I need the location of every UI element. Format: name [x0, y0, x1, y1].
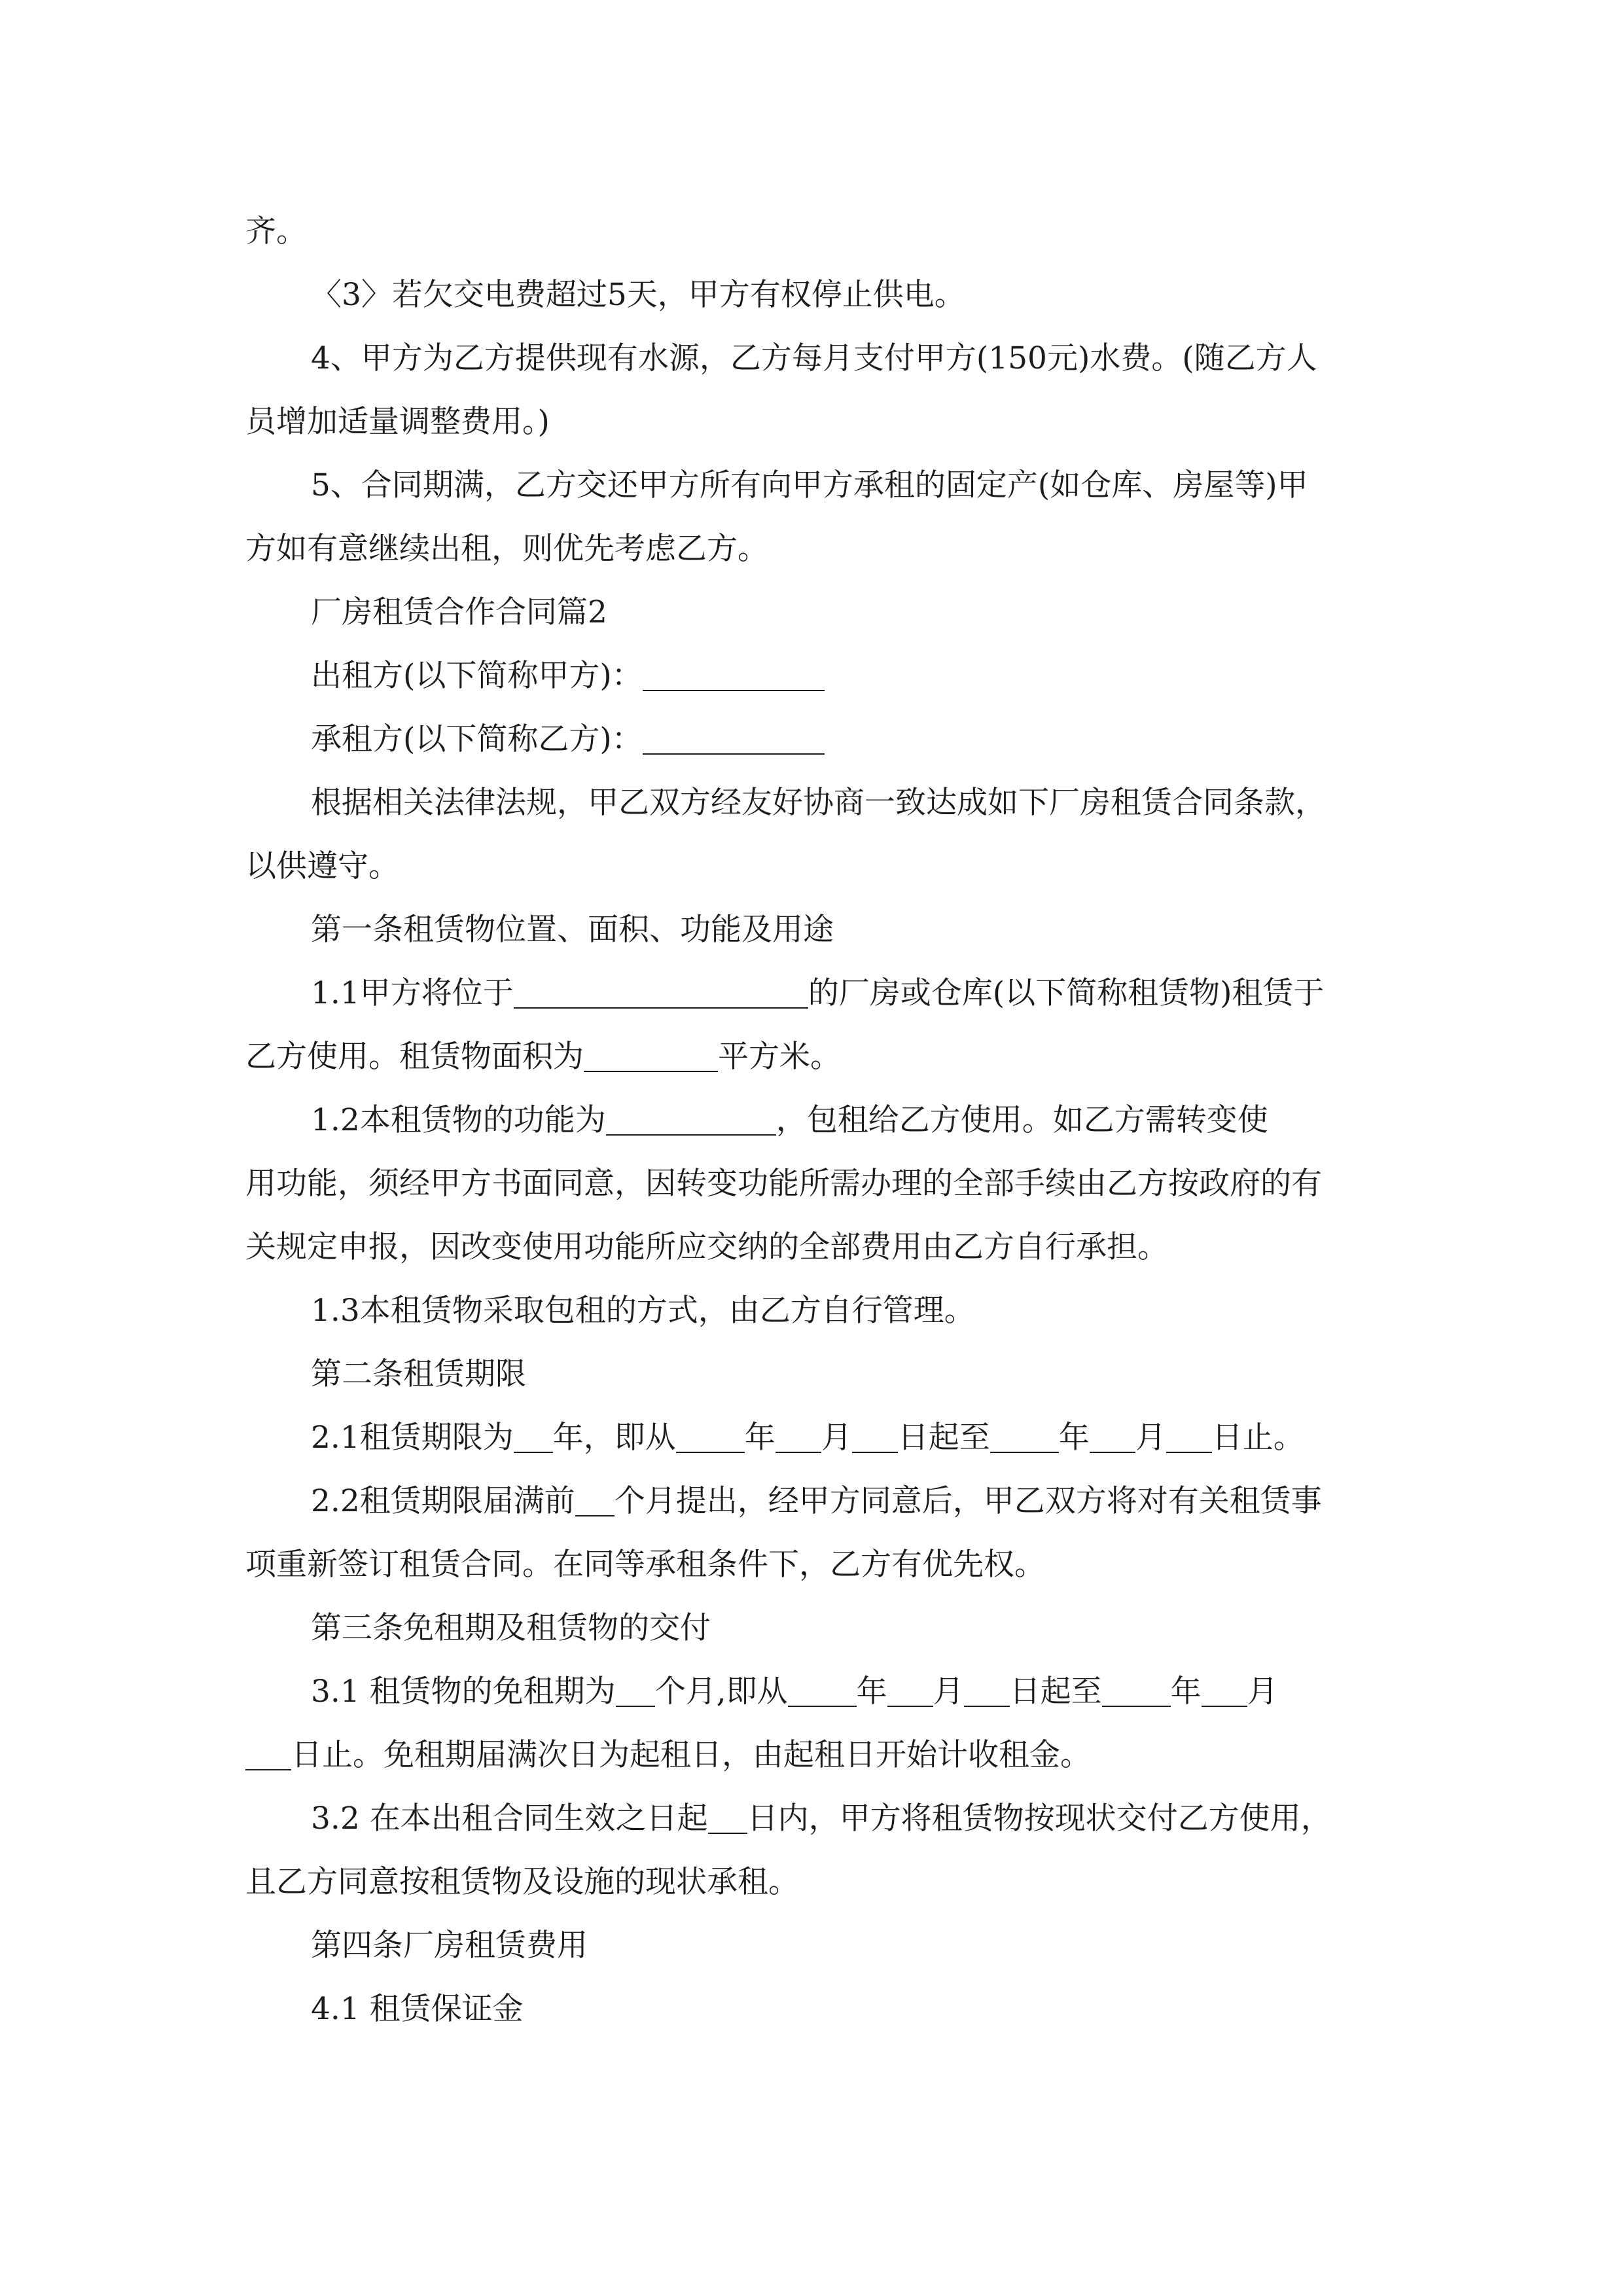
text-segment: 平方米。 — [718, 1039, 841, 1075]
text-line: 5、合同期满，乙方交还甲方所有向甲方承租的固定产(如仓库、房屋等)甲 — [311, 467, 1308, 503]
clause-2-2-cont — [245, 1533, 1381, 1596]
clause-3-1-cont — [245, 1723, 1381, 1787]
free-end-month-blank — [1202, 1674, 1247, 1707]
clause-1-1 — [245, 961, 1381, 1025]
text-segment: 年 — [1058, 1420, 1090, 1456]
text-segment: ，包租给乙方使用。如乙方需转变使 — [776, 1102, 1268, 1138]
paragraph-preamble — [245, 771, 1381, 834]
paragraph-item-4-cont — [245, 390, 1381, 454]
text-line: 项重新签订租赁合同。在同等承租条件下，乙方有优先权。 — [245, 1547, 1045, 1583]
text-segment: 年 — [1170, 1674, 1202, 1710]
free-start-day-blank — [964, 1674, 1010, 1707]
heading-text: 第四条厂房租赁费用 — [311, 1928, 588, 1964]
text-line: 以供遵守。 — [245, 848, 399, 884]
text-segment: 2.2租赁期限届满前 — [311, 1483, 575, 1519]
text-line: 用功能，须经甲方书面同意，因转变功能所需办理的全部手续由乙方按政府的有 — [245, 1166, 1322, 1202]
free-start-month-blank — [887, 1674, 933, 1707]
text-line: 4.1 租赁保证金 — [311, 1991, 524, 2027]
clause-1-2-cont — [245, 1152, 1381, 1215]
notice-months-blank — [575, 1483, 615, 1516]
text-segment: 日止。免租期届满次日为起租日，由起租日开始计收租金。 — [291, 1737, 1091, 1773]
clause-3-2 — [245, 1787, 1381, 1850]
text-segment: 个月,即从 — [654, 1674, 788, 1710]
text-segment: 1.2本租赁物的功能为 — [311, 1102, 606, 1138]
text-segment: 的厂房或仓库(以下简称租赁物)租赁于 — [808, 975, 1325, 1011]
text-segment: 个月提出，经甲方同意后，甲乙双方将对有关租赁事 — [614, 1483, 1322, 1519]
section-heading-contract-2 — [245, 581, 1381, 644]
text-line: 〈3〉若欠交电费超过5天，甲方有权停止供电。 — [311, 277, 965, 313]
area-blank — [584, 1039, 718, 1072]
delivery-days-blank — [708, 1801, 747, 1834]
end-month-blank — [1090, 1420, 1135, 1453]
free-months-blank — [616, 1674, 655, 1707]
paragraph-item-5 — [245, 454, 1381, 517]
document-body — [245, 200, 1381, 2041]
text-line: 1.3本租赁物采取包租的方式，由乙方自行管理。 — [311, 1293, 975, 1329]
start-year-blank — [676, 1420, 745, 1453]
term-years-blank — [514, 1420, 553, 1453]
text-segment: 月 — [933, 1674, 964, 1710]
text-segment: 乙方使用。租赁物面积为 — [245, 1039, 584, 1075]
text-segment: 月 — [1135, 1420, 1166, 1456]
article-2-heading — [245, 1342, 1381, 1406]
text-segment: 日起至 — [897, 1420, 990, 1456]
text-line: 员增加适量调整费用。) — [245, 404, 550, 440]
lessee-label: 承租方(以下简称乙方)： — [311, 721, 643, 757]
text-segment: 日止。 — [1211, 1420, 1304, 1456]
text-line: 齐。 — [245, 213, 307, 249]
free-end-day-blank — [245, 1737, 291, 1770]
text-line: 方如有意继续出租，则优先考虑乙方。 — [245, 531, 768, 567]
text-segment: 3.2 在本出租合同生效之日起 — [311, 1801, 708, 1837]
clause-1-2-cont — [245, 1215, 1381, 1279]
paragraph-preamble-cont — [245, 834, 1381, 898]
clause-3-2-cont — [245, 1850, 1381, 1914]
article-1-heading — [245, 898, 1381, 961]
end-day-blank — [1166, 1420, 1212, 1453]
clause-2-2 — [245, 1469, 1381, 1533]
lessee-line — [245, 708, 1381, 771]
text-line: 根据相关法律法规，甲乙双方经友好协商一致达成如下厂房租赁合同条款， — [311, 785, 1326, 821]
clause-3-1 — [245, 1660, 1381, 1723]
text-segment: 年 — [744, 1420, 776, 1456]
paragraph-item-4 — [245, 327, 1381, 390]
text-segment: 3.1 租赁物的免租期为 — [311, 1674, 616, 1710]
text-segment: 年 — [856, 1674, 887, 1710]
text-segment: 2.1租赁期限为 — [311, 1420, 514, 1456]
start-month-blank — [776, 1420, 821, 1453]
text-line: 且乙方同意按租赁物及设施的现状承租。 — [245, 1864, 799, 1900]
free-start-year-blank — [788, 1674, 857, 1707]
heading-text: 第二条租赁期限 — [311, 1356, 526, 1392]
clause-1-3 — [245, 1279, 1381, 1342]
text-line: 4、甲方为乙方提供现有水源，乙方每月支付甲方(150元)水费。(随乙方人 — [311, 340, 1317, 376]
text-segment: 月 — [821, 1420, 852, 1456]
article-4-heading — [245, 1914, 1381, 1977]
clause-2-1 — [245, 1406, 1381, 1469]
paragraph-item-5-cont — [245, 517, 1381, 581]
lessee-blank — [643, 721, 825, 755]
text-line: 关规定申报，因改变使用功能所应交纳的全部费用由乙方自行承担。 — [245, 1229, 1168, 1265]
free-end-year-blank — [1102, 1674, 1171, 1707]
heading-text: 第三条免租期及租赁物的交付 — [311, 1610, 711, 1646]
clause-1-2 — [245, 1088, 1381, 1152]
paragraph-item-3 — [245, 263, 1381, 327]
text-segment: 月 — [1247, 1674, 1278, 1710]
start-day-blank — [852, 1420, 898, 1453]
heading-text: 第一条租赁物位置、面积、功能及用途 — [311, 912, 834, 948]
text-segment: 1.1甲方将位于 — [311, 975, 514, 1011]
clause-1-1-cont — [245, 1025, 1381, 1088]
lessor-label: 出租方(以下简称甲方)： — [311, 658, 643, 694]
paragraph-continuation — [245, 200, 1381, 263]
heading-text: 厂房租赁合作合同篇2 — [311, 594, 607, 630]
text-segment: 日起至 — [1009, 1674, 1102, 1710]
lessor-line — [245, 644, 1381, 708]
lessor-blank — [643, 658, 825, 691]
location-blank — [514, 975, 808, 1009]
text-segment: 年，即从 — [552, 1420, 676, 1456]
end-year-blank — [990, 1420, 1059, 1453]
function-blank — [606, 1102, 776, 1136]
article-3-heading — [245, 1596, 1381, 1660]
text-segment: 日内，甲方将租赁物按现状交付乙方使用， — [747, 1801, 1332, 1837]
clause-4-1 — [245, 1977, 1381, 2041]
